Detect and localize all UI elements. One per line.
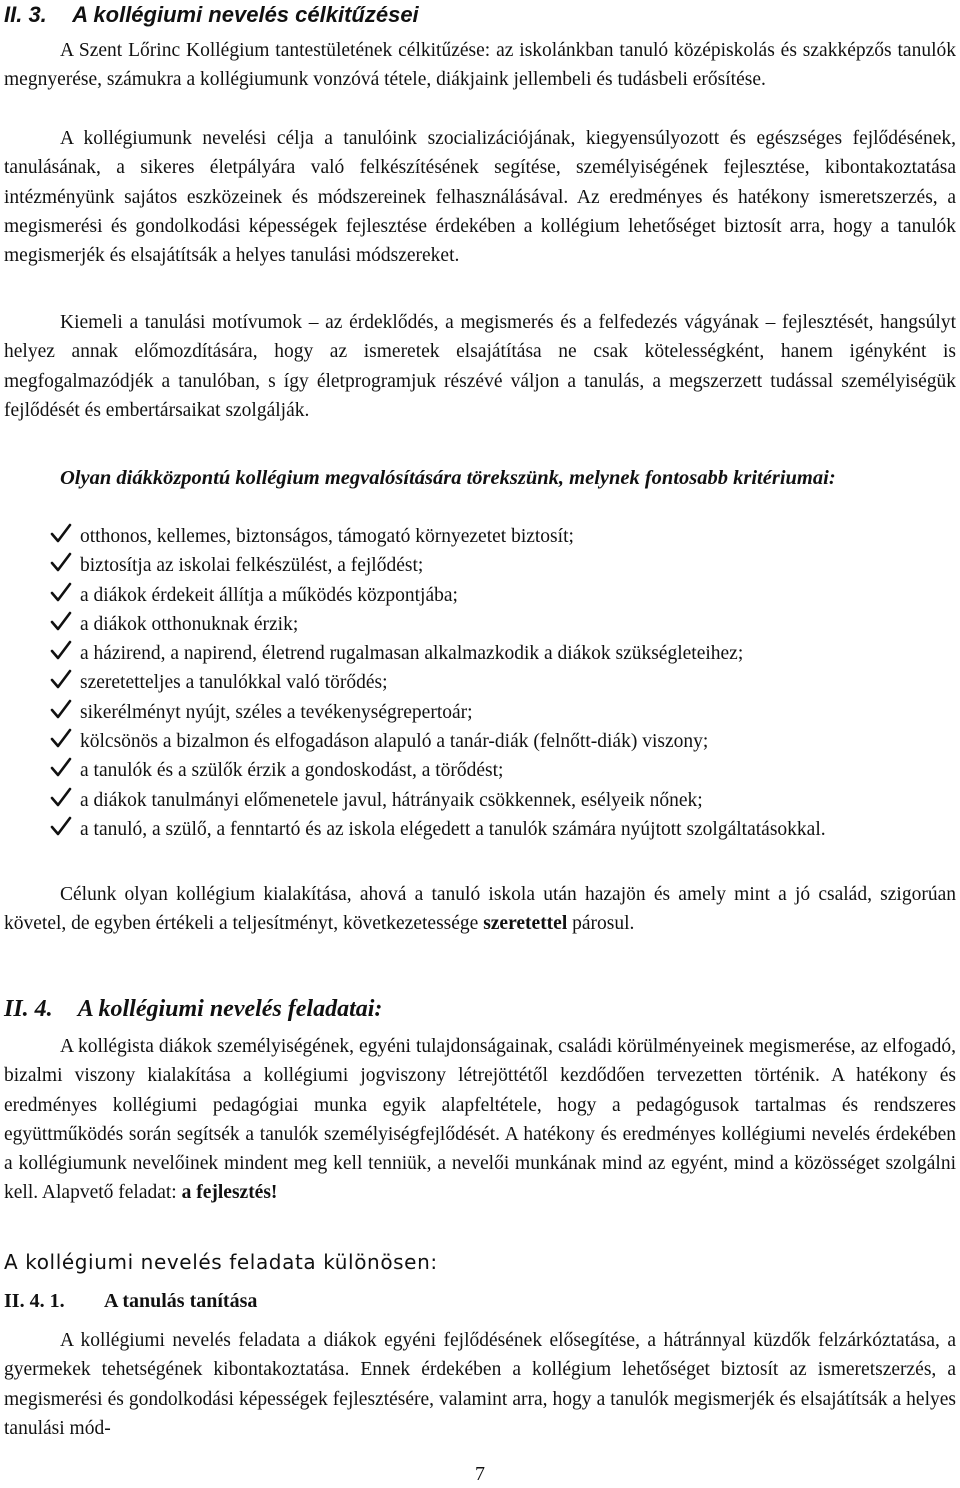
criteria-item-text: kölcsönös a bizalmon és elfogadáson alapuló a tanár-diák (felnőtt-diák) viszony; xyxy=(80,731,709,753)
check-icon xyxy=(50,551,74,575)
check-icon xyxy=(50,522,74,546)
criteria-item-text: a diákok tanulmányi előmenetele javul, hátrányaik csökkennek, esélyeik nőnek; xyxy=(80,789,703,811)
criteria-item xyxy=(4,815,956,844)
section-4-emphasis: a fejlesztés! xyxy=(181,1182,278,1204)
check-icon xyxy=(50,727,74,751)
criteria-item-text: a diákok otthonuknak érzik; xyxy=(80,613,299,635)
check-icon xyxy=(50,815,74,839)
section-4-1-title: A tanulás tanítása xyxy=(104,1290,258,1312)
criteria-item xyxy=(4,756,956,785)
criteria-item xyxy=(4,727,956,756)
section-4-1-heading xyxy=(4,1290,956,1313)
criteria-item xyxy=(4,668,956,697)
section-4-1-paragraph-1: A kollégiumi nevelés feladata a diákok egyéni fejlődésének elősegítése, a hátránnyal küzdők felzárkóztatása, a gyermekek tehetségének kibontakoztatása. Ennek érdekében a kollégium lehetőséget biztosít az ismeretszerzés, a megismerési és gondolkodási képességek fejlesztésére, valamint arra, hogy a tanulók megismerjék és elsajátítsák a helyes tanulási mód- xyxy=(4,1330,956,1439)
section-3-title: A kollégiumi nevelés célkitűzései xyxy=(72,2,419,27)
page-number: 7 xyxy=(475,1463,485,1485)
criteria-item-text: otthonos, kellemes, biztonságos, támogató környezetet biztosít; xyxy=(80,526,574,547)
goal-text: Célunk olyan kollégium kialakítása, ahová a tanuló iskola után hazajön és amely mint a jó család, szigorúan követel, de egyben értékeli a teljesítményt, következetessége xyxy=(4,884,956,935)
criteria-item xyxy=(4,786,956,815)
criteria-item xyxy=(4,551,956,580)
check-icon xyxy=(50,668,74,692)
criteria-item xyxy=(4,581,956,610)
criteria-item-text: a tanulók és a szülők érzik a gondoskodást, a törődést; xyxy=(80,760,504,782)
criteria-list xyxy=(4,522,956,844)
goal-text-end: párosul. xyxy=(567,913,635,935)
section-4-text: A kollégista diákok személyiségének, egyéni tulajdonságainak, családi körülményeinek megismerése, az elfogadó, bizalmi viszony kialakítása a kollégiumi jogviszony létrejöttétől kezdődően tervezetten történik. A hatékony és eredményes kollégiumi pedagógiai munka egyik alapfeltétele, hogy a pedagógusok tartalmas és rendszeres együttműködés során segítsék a tanulók személyiségfejlődését. A hatékony és eredményes kollégiumi nevelés érdekében a kollégiumunk nevelőinek mindent meg kell tenniük, a nevelői munkának mind az egyént, mind a közösséget szolgálni kell. Alapvető feladat: xyxy=(4,1036,956,1204)
section-3-paragraph-1: A Szent Lőrinc Kollégium tantestületének célkitűzése: az iskolánkban tanuló középiskolás és szakképzős tanulók megnyerése, számukra a kollégiumunk vonzóvá tétele, diákjaink jellembeli és tudásbeli erősítése. xyxy=(4,40,956,91)
check-icon xyxy=(50,698,74,722)
section-3-goal-paragraph xyxy=(4,880,956,939)
criteria-intro: Olyan diákközpontú kollégium megvalósítására törekszünk, melynek fontosabb kritériumai: xyxy=(60,467,836,489)
criteria-item xyxy=(4,522,956,551)
section-3-heading xyxy=(4,2,956,28)
section-3-paragraph-3: Kiemeli a tanulási motívumok – az érdeklődés, a megismerés és a felfedezés vágyának – fejlesztését, hangsúlyt helyez annak előmozdítására, hogy az ismeretek elsajátítása ne csak kötelességként, hanem igényként is megfogalmazódjék a tanulóban, s így életprogramjuk részévé váljon a tanulás, a megszerzett tudással személyiségük fejlődését és embertársaikat szolgálják. xyxy=(4,312,956,421)
goal-emphasis: szeretettel xyxy=(483,913,568,935)
section-3-number: II. 3. xyxy=(4,2,47,27)
section-4-paragraph-1 xyxy=(4,1032,956,1208)
criteria-item-text: biztosítja az iskolai felkészülést, a fejlődést; xyxy=(80,555,424,577)
section-4-heading xyxy=(4,996,956,1023)
section-3-paragraph-2: A kollégiumunk nevelési célja a tanulóink szocializációjának, kiegyensúlyozott és egészséges fejlődésének, tanulásának, a sikeres életpályára való felkészítésének segítése, személyiségének fejlesztése, kibontakoztatása intézményünk sajátos eszközeinek és módszereinek felhasználásával. Az eredményes és hatékony ismeretszerzés, a megismerési és gondolkodási képességek fejlesztése érdekében a kollégium lehetőséget biztosít arra, hogy a tanulók megismerjék és elsajátítsák a helyes tanulási módszereket. xyxy=(4,128,956,267)
check-icon xyxy=(50,786,74,810)
check-icon xyxy=(50,756,74,780)
criteria-item xyxy=(4,610,956,639)
criteria-item xyxy=(4,698,956,727)
check-icon xyxy=(50,581,74,605)
section-4-number: II. 4. xyxy=(4,996,53,1022)
especially-heading: A kollégiumi nevelés feladata különösen: xyxy=(4,1250,438,1274)
criteria-item-text: sikerélményt nyújt, széles a tevékenységrepertoár; xyxy=(80,701,473,723)
section-4-title: A kollégiumi nevelés feladatai: xyxy=(77,996,383,1022)
check-icon xyxy=(50,610,74,634)
section-4-1-number: II. 4. 1. xyxy=(4,1290,65,1312)
criteria-item-text: a házirend, a napirend, életrend rugalmasan alkalmazkodik a diákok szükségleteihez; xyxy=(80,643,744,665)
check-icon xyxy=(50,639,74,663)
criteria-item xyxy=(4,639,956,668)
criteria-item-text: szeretetteljes a tanulókkal való törődés; xyxy=(80,672,388,694)
criteria-item-text: a diákok érdekeit állítja a működés központjába; xyxy=(80,584,458,606)
criteria-item-text: a tanuló, a szülő, a fenntartó és az iskola elégedett a tanulók számára nyújtott szolgáltatásokkal. xyxy=(80,818,826,840)
